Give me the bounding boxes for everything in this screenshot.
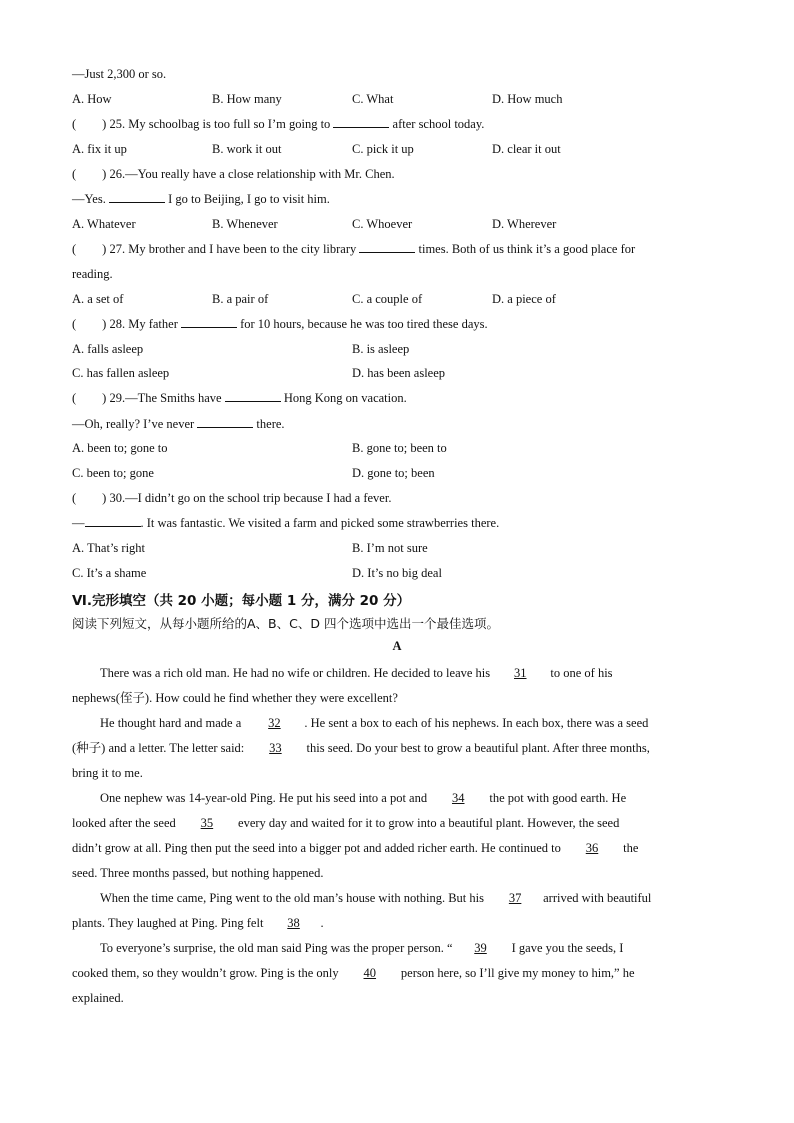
- q30-option-c: C. It’s a shame: [72, 566, 147, 580]
- q24-option-b: B. How many: [212, 92, 282, 106]
- blank-34: 34: [451, 791, 465, 805]
- passage-text: arrived with beautiful: [543, 891, 652, 905]
- passage-text: To everyone’s surprise, the old man said Ping was the proper person. “: [100, 941, 453, 955]
- answer-blank: [181, 316, 237, 328]
- q30-option-d: D. It’s no big deal: [352, 566, 442, 580]
- passage-line: nephews(侄子). How could he find whether they were excellent?: [72, 691, 398, 705]
- q26-option-d: D. Wherever: [492, 217, 557, 231]
- answer-paren-close: ): [102, 317, 107, 331]
- q27-option-c: C. a couple of: [352, 292, 423, 306]
- q30-reply-after: . It was fantastic. We visited a farm and picked some strawberries there.: [140, 516, 500, 530]
- q28-stem-after: for 10 hours, because he was too tired these days.: [240, 317, 488, 331]
- passage-text: every day and waited for it to grow into a beautiful plant. However, the seed: [238, 816, 620, 830]
- section-instruction: 阅读下列短文，从每小题所给的A、B、C、D 四个选项中选出一个最佳选项。: [72, 616, 499, 631]
- passage-text: didn’t grow at all. Ping then put the seed into a bigger pot and added richer earth. He continued to: [72, 841, 561, 855]
- q25-stem-before: 25. My schoolbag is too full so I’m going to: [109, 117, 331, 131]
- blank-35: 35: [200, 816, 214, 830]
- q25-option-d: D. clear it out: [492, 142, 561, 156]
- passage-line: [100, 940, 623, 956]
- answer-paren-open: (: [72, 317, 77, 331]
- passage-text: When the time came, Ping went to the old man’s house with nothing. But his: [100, 891, 484, 905]
- answer-blank: [333, 116, 389, 128]
- q25-option-a: A. fix it up: [72, 142, 127, 156]
- answer-paren-open: (: [72, 391, 77, 405]
- answer-blank: [85, 515, 141, 527]
- q30-reply: [72, 515, 499, 531]
- q26-reply-before: —Yes.: [72, 192, 106, 206]
- section-title: Ⅵ.完形填空（共 20 小题；每小题 1 分，满分 20 分）: [72, 593, 411, 609]
- q24-option-c: C. What: [352, 92, 394, 106]
- q25-stem: [72, 116, 484, 132]
- q26-reply-after: I go to Beijing, I go to visit him.: [168, 192, 330, 206]
- q27-option-d: D. a piece of: [492, 292, 556, 306]
- passage-text: He thought hard and made a: [100, 716, 242, 730]
- passage-text: plants. They laughed at Ping. Ping felt: [72, 916, 264, 930]
- passage-text: One nephew was 14-year-old Ping. He put his seed into a pot and: [100, 791, 428, 805]
- passage-line: [72, 965, 635, 981]
- passage-text: (种子) and a letter. The letter said:: [72, 741, 245, 755]
- answer-paren-open: (: [72, 242, 77, 256]
- q30-stem: [72, 490, 391, 506]
- q28-stem: [72, 316, 488, 332]
- q27-option-b: B. a pair of: [212, 292, 269, 306]
- q29-reply: [72, 416, 285, 432]
- answer-paren-open: (: [72, 117, 77, 131]
- passage-line: [72, 840, 638, 856]
- passage-line: [72, 740, 650, 756]
- q28-option-c: C. has fallen asleep: [72, 366, 170, 380]
- q29-stem-before: 29.—The Smiths have: [109, 391, 222, 405]
- q25-option-b: B. work it out: [212, 142, 282, 156]
- passage-text: the pot with good earth. He: [489, 791, 627, 805]
- q24-option-a: A. How: [72, 92, 112, 106]
- answer-paren-close: ): [102, 491, 107, 505]
- passage-text: cooked them, so they wouldn’t grow. Ping is the only: [72, 966, 339, 980]
- blank-36: 36: [585, 841, 599, 855]
- passage-text: person here, so I’ll give my money to him,” he: [400, 966, 635, 980]
- answer-blank: [197, 416, 253, 428]
- blank-32: 32: [268, 716, 281, 730]
- q29-option-c: C. been to; gone: [72, 466, 154, 480]
- passage-text: .: [320, 916, 324, 930]
- q29-option-a: A. been to; gone to: [72, 441, 168, 455]
- q27-stem-continued: reading.: [72, 267, 113, 281]
- passage-text: the: [623, 841, 639, 855]
- q29-reply-after: there.: [256, 417, 285, 431]
- answer-paren-open: (: [72, 491, 77, 505]
- q24-answer-line: —Just 2,300 or so.: [72, 67, 167, 81]
- q25-option-c: C. pick it up: [352, 142, 414, 156]
- answer-paren-close: ): [102, 167, 107, 181]
- q26-reply: [72, 191, 330, 207]
- q24-option-d: D. How much: [492, 92, 563, 106]
- q28-stem-before: 28. My father: [109, 317, 178, 331]
- q29-stem-after: Hong Kong on vacation.: [283, 391, 407, 405]
- q26-option-a: A. Whatever: [72, 217, 136, 231]
- passage-line: explained.: [72, 991, 124, 1005]
- blank-39: 39: [474, 941, 487, 955]
- answer-blank: [225, 390, 281, 402]
- answer-paren-close: ): [102, 391, 107, 405]
- passage-line: seed. Three months passed, but nothing happened.: [72, 866, 324, 880]
- blank-33: 33: [269, 741, 282, 755]
- passage-line: [72, 915, 324, 931]
- q29-option-b: B. gone to; been to: [352, 441, 447, 455]
- passage-label: A: [392, 639, 402, 653]
- q30-option-b: B. I’m not sure: [352, 541, 428, 555]
- q28-option-d: D. has been asleep: [352, 366, 446, 380]
- passage-line: bring it to me.: [72, 766, 143, 780]
- q29-stem: [72, 390, 407, 406]
- q27-stem-after: times. Both of us think it’s a good place for: [418, 242, 636, 256]
- answer-paren-close: ): [102, 242, 107, 256]
- passage-line: [100, 715, 648, 731]
- q30-option-a: A. That’s right: [72, 541, 146, 555]
- q26-stem-text: 26.—You really have a close relationship with Mr. Chen.: [109, 167, 395, 181]
- q27-stem: [72, 241, 635, 257]
- blank-38: 38: [287, 916, 300, 930]
- answer-paren-close: ): [102, 117, 107, 131]
- blank-31: 31: [514, 666, 527, 680]
- passage-text: I gave you the seeds, I: [511, 941, 624, 955]
- q29-reply-before: —Oh, really? I’ve never: [72, 417, 195, 431]
- answer-blank: [359, 241, 415, 253]
- q30-reply-before: —: [72, 516, 85, 530]
- passage-text: to one of his: [550, 666, 613, 680]
- passage-line: [72, 815, 619, 831]
- blank-37: 37: [508, 891, 522, 905]
- passage-line: [100, 890, 651, 906]
- q28-option-a: A. falls asleep: [72, 342, 144, 356]
- q27-option-a: A. a set of: [72, 292, 124, 306]
- blank-40: 40: [363, 966, 377, 980]
- q30-stem-text: 30.—I didn’t go on the school trip because I had a fever.: [109, 491, 392, 505]
- passage-text: this seed. Do your best to grow a beautiful plant. After three months,: [306, 741, 650, 755]
- q26-option-b: B. Whenever: [212, 217, 278, 231]
- answer-blank: [109, 191, 165, 203]
- q26-stem: [72, 166, 395, 182]
- q28-option-b: B. is asleep: [352, 342, 410, 356]
- passage-text: . He sent a box to each of his nephews. In each box, there was a seed: [304, 716, 649, 730]
- passage-text: looked after the seed: [72, 816, 176, 830]
- answer-paren-open: (: [72, 167, 77, 181]
- q26-option-c: C. Whoever: [352, 217, 413, 231]
- passage-line: [100, 665, 613, 681]
- passage-line: [100, 790, 626, 806]
- passage-text: There was a rich old man. He had no wife or children. He decided to leave his: [100, 666, 491, 680]
- q29-option-d: D. gone to; been: [352, 466, 435, 480]
- q25-stem-after: after school today.: [392, 117, 485, 131]
- q27-stem-before: 27. My brother and I have been to the city library: [109, 242, 357, 256]
